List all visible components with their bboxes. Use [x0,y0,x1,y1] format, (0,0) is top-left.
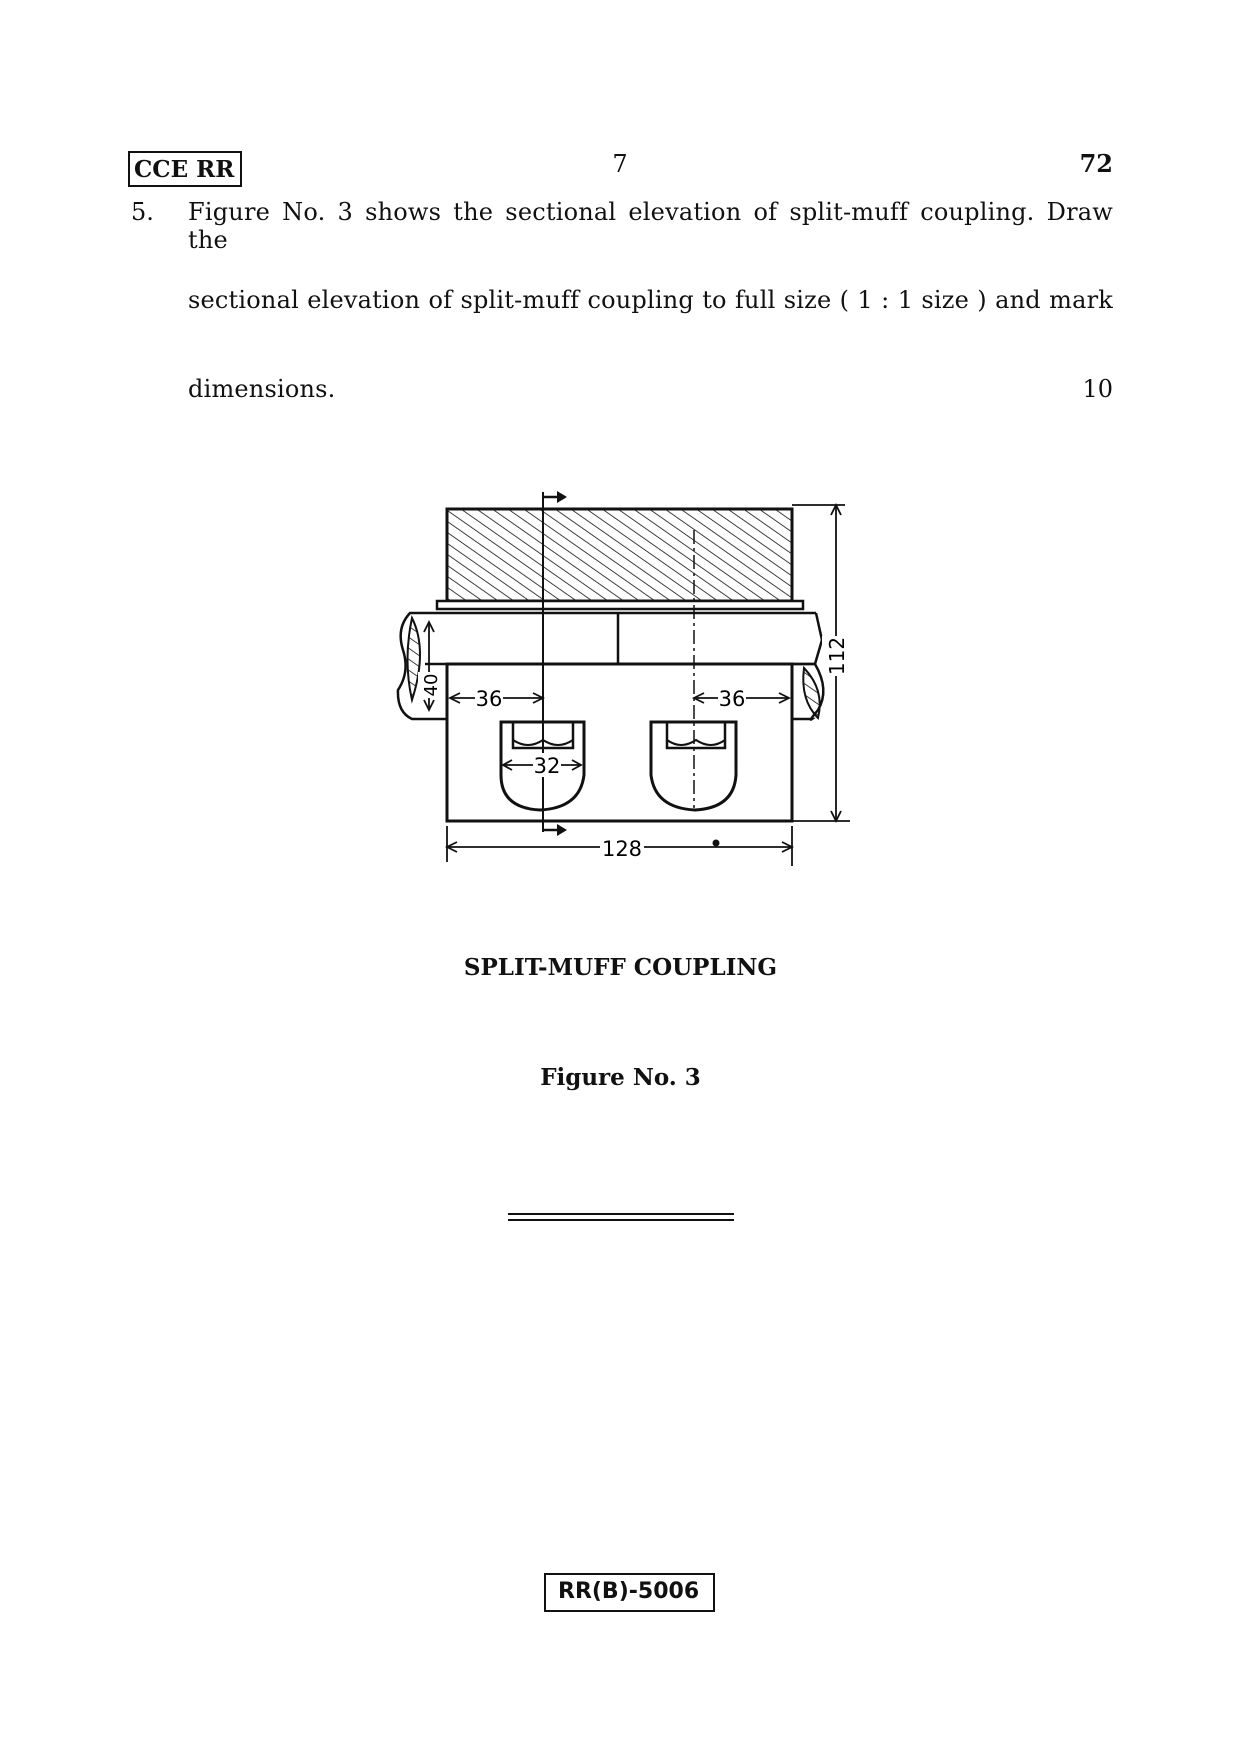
footer-code: RR(B)-5006 [544,1573,715,1612]
figure-label: Figure No. 3 [540,1064,701,1091]
figure-title: SPLIT-MUFF COUPLING [463,954,778,981]
question-line-1: Figure No. 3 shows the sectional elevation of split-muff coupling. Draw the [188,198,1113,254]
dim-40: 40 [421,673,442,697]
header-code-left: CCE RR [128,151,242,187]
question-line-2: sectional elevation of split-muff coupling to full size ( 1 : 1 size ) and mark [188,286,1113,314]
upper-muff-section [447,509,792,601]
dim-112: 112 [825,636,849,676]
page-number: 7 [612,150,628,178]
dim-128: 128 [601,837,643,861]
left-shaft-end [398,613,447,719]
dim-32: 32 [533,754,561,778]
question-number: 5. [131,198,154,226]
dim-36-right: 36 [718,687,746,711]
shim-strip [437,601,803,609]
end-rule-top [508,1213,734,1215]
end-rule-bottom [508,1219,734,1221]
question-marks: 10 [1082,375,1113,403]
dim-36-left: 36 [475,687,503,711]
header-code-right: 72 [1079,149,1113,178]
question-line-3: dimensions. [188,375,336,403]
